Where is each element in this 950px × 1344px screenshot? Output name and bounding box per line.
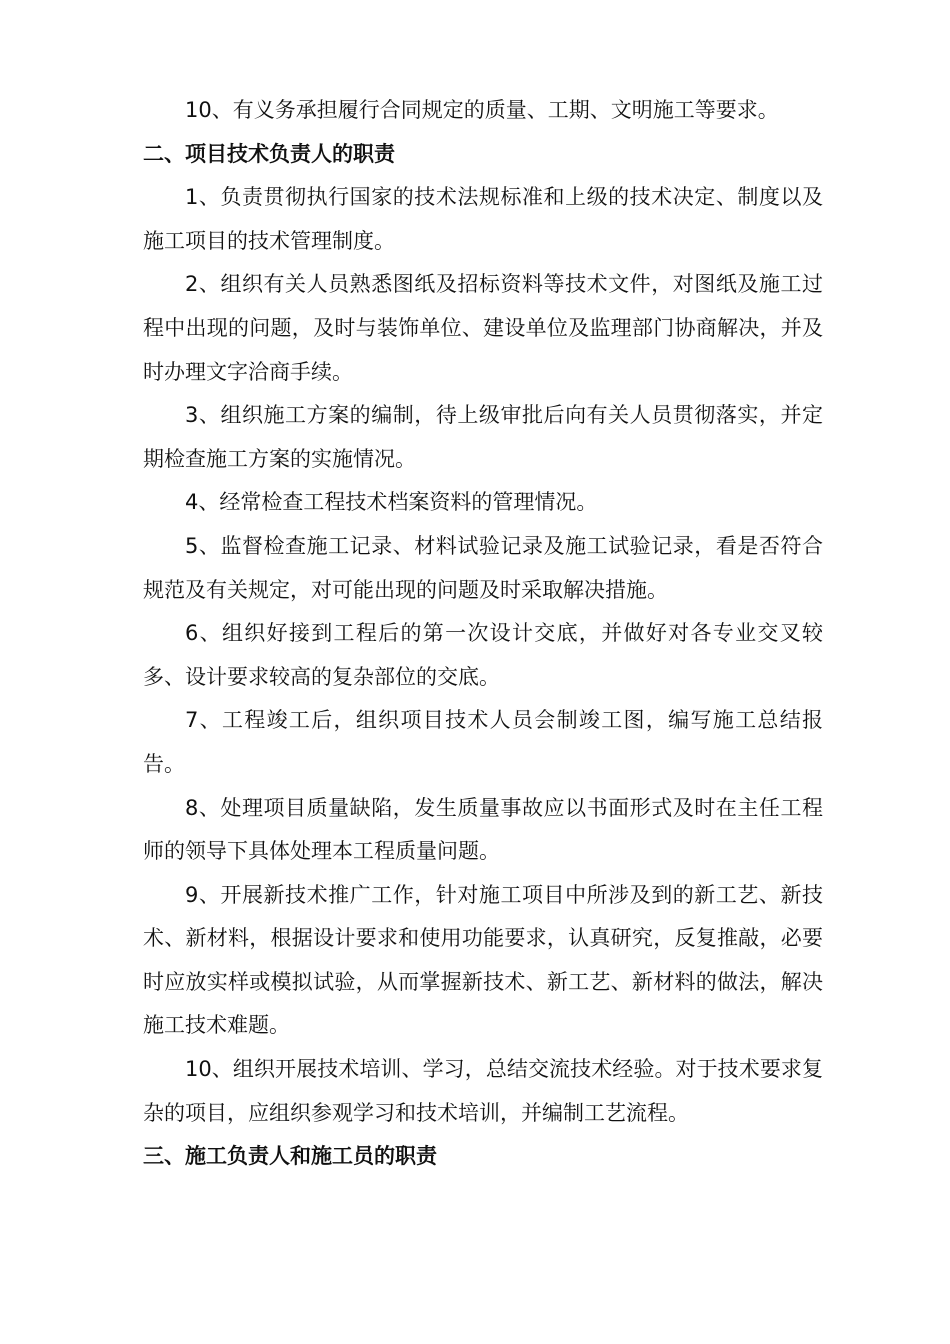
paragraph-duty-1: 1、负责贯彻执行国家的技术法规标准和上级的技术决定、制度以及施工项目的技术管理制度。 [143, 185, 823, 253]
paragraph-duty-10: 10、组织开展技术培训、学习，总结交流技术经验。对于技术要求复杂的项目，应组织参观学习和技术培训，并编制工艺流程。 [143, 1057, 823, 1125]
section-heading-technical-lead: 二、项目技术负责人的职责 [143, 141, 395, 166]
paragraph-duty-2: 2、组织有关人员熟悉图纸及招标资料等技术文件，对图纸及施工过程中出现的问题，及时与装饰单位、建设单位及监理部门协商解决，并及时办理文字洽商手续。 [143, 272, 823, 384]
document-body [143, 89, 823, 1179]
section-heading-construction-lead: 三、施工负责人和施工员的职责 [143, 1144, 437, 1169]
paragraph-duty-4: 4、经常检查工程技术档案资料的管理情况。 [185, 490, 598, 515]
paragraph-duty-7: 7、工程竣工后，组织项目技术人员会制竣工图，编写施工总结报告。 [143, 708, 823, 776]
paragraph-duty-5: 5、监督检查施工记录、材料试验记录及施工试验记录，看是否符合规范及有关规定，对可能出现的问题及时采取解决措施。 [143, 533, 823, 602]
paragraph-duty-6: 6、组织好接到工程后的第一次设计交底，并做好对各专业交叉较多、设计要求较高的复杂部位的交底。 [143, 621, 823, 689]
paragraph-duty-9: 9、开展新技术推广工作，针对施工项目中所涉及到的新工艺、新技术、新材料，根据设计要求和使用功能要求，认真研究，反复推敲，必要时应放实样或模拟试验，从而掌握新技术、新工艺、新材料的做法，解决施工技术难题。 [143, 882, 823, 1038]
paragraph-obligation-10: 10、有义务承担履行合同规定的质量、工期、文明施工等要求。 [185, 98, 779, 122]
paragraph-duty-3: 3、组织施工方案的编制，待上级审批后向有关人员贯彻落实，并定期检查施工方案的实施情况。 [143, 403, 823, 471]
paragraph-duty-8: 8、处理项目质量缺陷，发生质量事故应以书面形式及时在主任工程师的领导下具体处理本工程质量问题。 [143, 795, 823, 864]
